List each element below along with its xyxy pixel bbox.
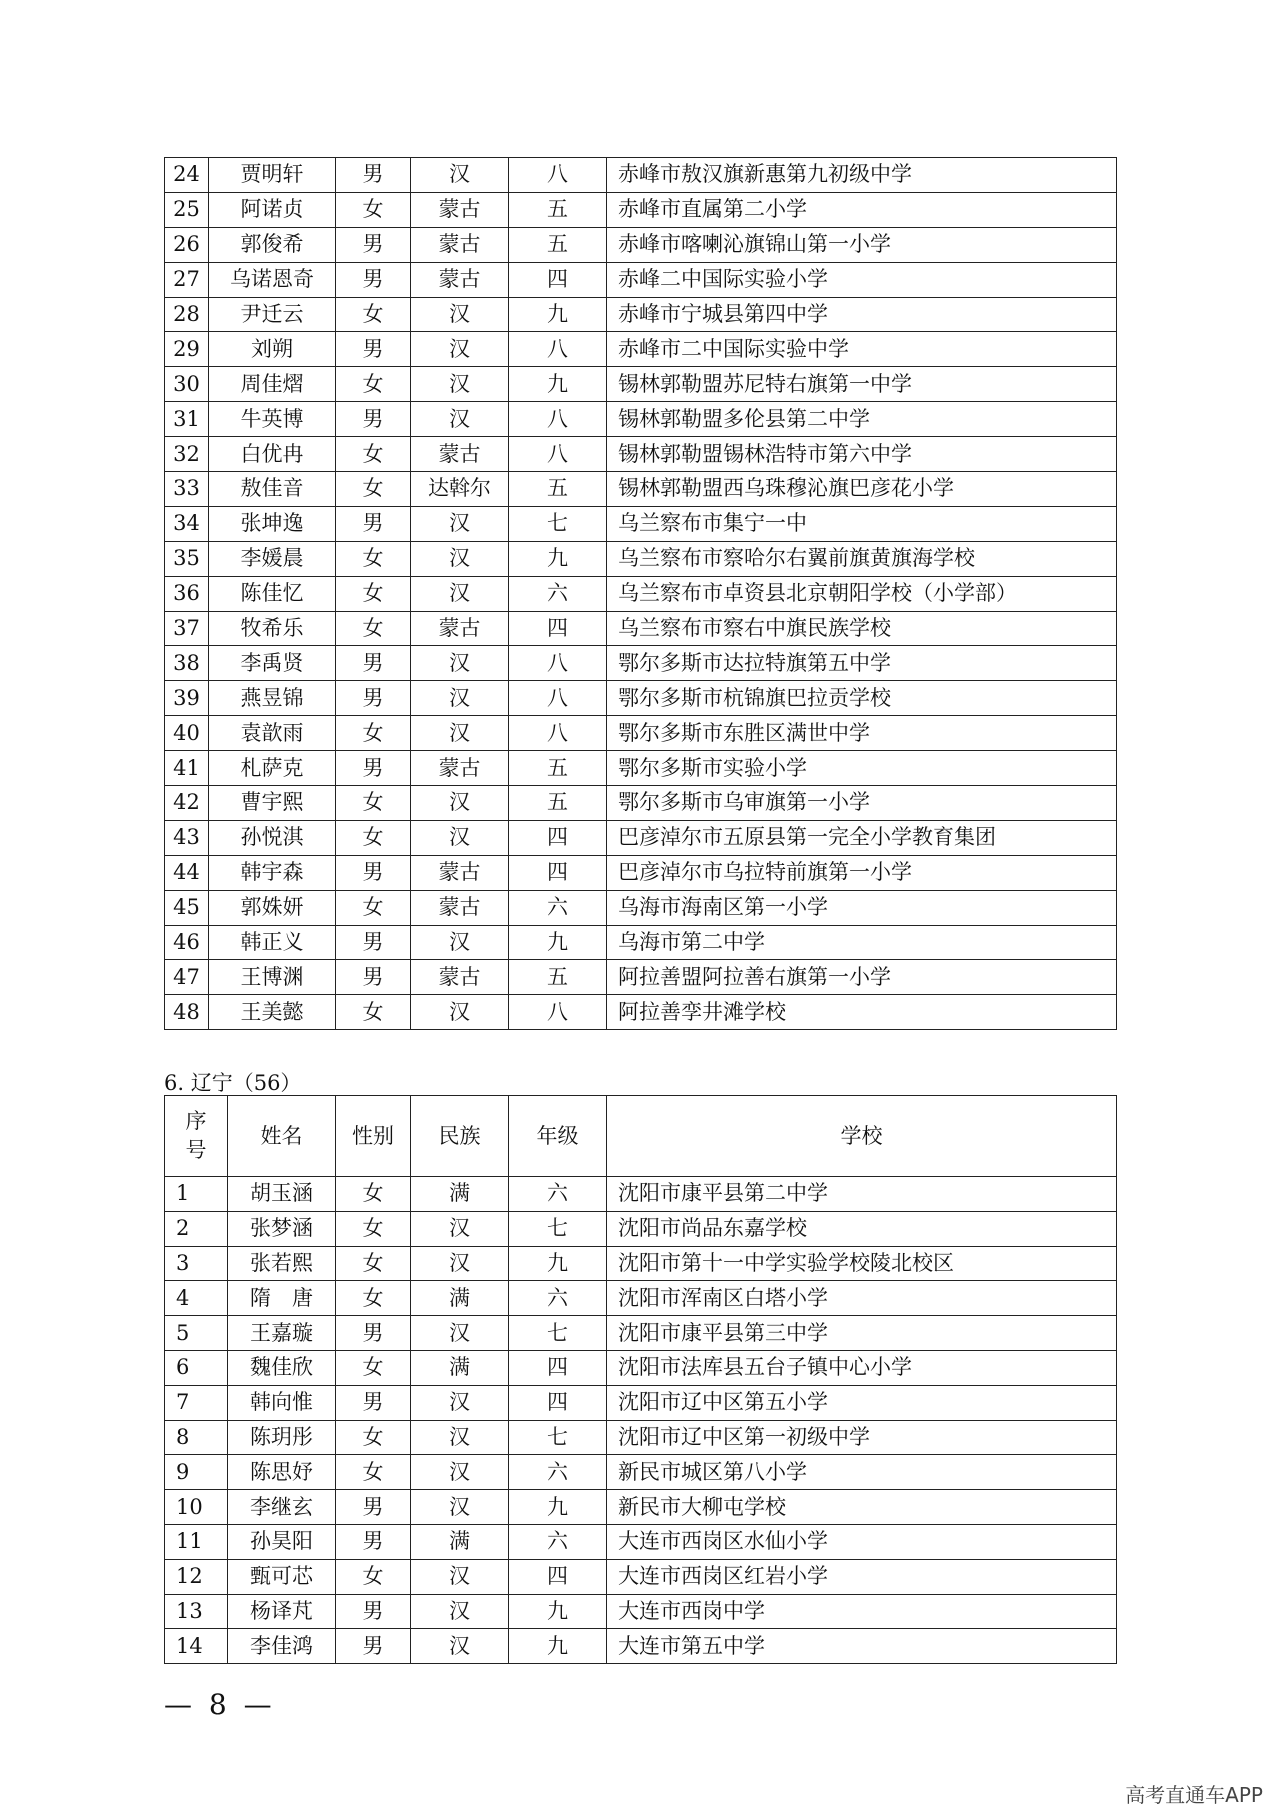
cell-ethnicity: 汉 xyxy=(411,1559,509,1594)
cell-grade: 四 xyxy=(509,1385,607,1420)
table-row xyxy=(165,1246,1117,1281)
cell-seq: 37 xyxy=(165,611,209,646)
cell-grade: 四 xyxy=(509,855,607,890)
cell-grade: 八 xyxy=(509,437,607,472)
cell-school: 鄂尔多斯市乌审旗第一小学 xyxy=(607,786,1117,821)
cell-name: 韩正义 xyxy=(209,925,336,960)
cell-name: 杨译芃 xyxy=(228,1594,336,1629)
cell-seq: 41 xyxy=(165,751,209,786)
table-row xyxy=(165,506,1117,541)
cell-seq: 36 xyxy=(165,576,209,611)
cell-gender: 女 xyxy=(336,1211,411,1246)
cell-seq: 32 xyxy=(165,437,209,472)
cell-grade: 五 xyxy=(509,472,607,507)
table-row xyxy=(165,1177,1117,1212)
cell-ethnicity: 汉 xyxy=(411,1594,509,1629)
cell-school: 乌海市第二中学 xyxy=(607,925,1117,960)
cell-school: 赤峰市宁城县第四中学 xyxy=(607,297,1117,332)
cell-ethnicity: 汉 xyxy=(411,681,509,716)
table-row xyxy=(165,437,1117,472)
cell-grade: 七 xyxy=(509,1420,607,1455)
cell-name: 札萨克 xyxy=(209,751,336,786)
cell-seq: 33 xyxy=(165,472,209,507)
cell-gender: 男 xyxy=(336,262,411,297)
cell-seq: 4 xyxy=(165,1281,228,1316)
cell-name: 尹迁云 xyxy=(209,297,336,332)
cell-ethnicity: 汉 xyxy=(411,541,509,576)
cell-grade: 五 xyxy=(509,751,607,786)
cell-ethnicity: 汉 xyxy=(411,1246,509,1281)
cell-grade: 九 xyxy=(509,925,607,960)
cell-name: 牛英博 xyxy=(209,402,336,437)
cell-school: 锡林郭勒盟苏尼特右旗第一中学 xyxy=(607,367,1117,402)
cell-school: 赤峰市喀喇沁旗锦山第一小学 xyxy=(607,227,1117,262)
cell-seq: 12 xyxy=(165,1559,228,1594)
table-row xyxy=(165,960,1117,995)
cell-school: 沈阳市康平县第二中学 xyxy=(607,1177,1117,1212)
cell-school: 沈阳市康平县第三中学 xyxy=(607,1316,1117,1351)
cell-name: 韩向惟 xyxy=(228,1385,336,1420)
table-row xyxy=(165,611,1117,646)
student-table-continued xyxy=(164,157,1117,1030)
cell-ethnicity: 汉 xyxy=(411,1490,509,1525)
cell-ethnicity: 汉 xyxy=(411,402,509,437)
cell-ethnicity: 满 xyxy=(411,1524,509,1559)
cell-seq: 40 xyxy=(165,716,209,751)
cell-grade: 七 xyxy=(509,506,607,541)
cell-gender: 男 xyxy=(336,1490,411,1525)
cell-school: 沈阳市浑南区白塔小学 xyxy=(607,1281,1117,1316)
cell-seq: 31 xyxy=(165,402,209,437)
cell-gender: 女 xyxy=(336,820,411,855)
cell-name: 韩宇森 xyxy=(209,855,336,890)
cell-gender: 女 xyxy=(336,367,411,402)
cell-grade: 九 xyxy=(509,1246,607,1281)
cell-name: 敖佳音 xyxy=(209,472,336,507)
cell-ethnicity: 蒙古 xyxy=(411,751,509,786)
cell-school: 新民市城区第八小学 xyxy=(607,1455,1117,1490)
table-row xyxy=(165,1455,1117,1490)
cell-ethnicity: 汉 xyxy=(411,576,509,611)
cell-grade: 六 xyxy=(509,1524,607,1559)
cell-ethnicity: 汉 xyxy=(411,1316,509,1351)
cell-gender: 女 xyxy=(336,1420,411,1455)
cell-name: 张坤逸 xyxy=(209,506,336,541)
cell-school: 阿拉善孪井滩学校 xyxy=(607,995,1117,1030)
cell-school: 赤峰市二中国际实验中学 xyxy=(607,332,1117,367)
page-number: — 8 — xyxy=(164,1688,276,1721)
table-row xyxy=(165,751,1117,786)
cell-grade: 四 xyxy=(509,820,607,855)
cell-name: 曹宇熙 xyxy=(209,786,336,821)
cell-gender: 女 xyxy=(336,611,411,646)
cell-seq: 10 xyxy=(165,1490,228,1525)
cell-grade: 五 xyxy=(509,786,607,821)
cell-grade: 四 xyxy=(509,611,607,646)
cell-school: 鄂尔多斯市实验小学 xyxy=(607,751,1117,786)
cell-ethnicity: 汉 xyxy=(411,925,509,960)
cell-grade: 八 xyxy=(509,681,607,716)
table-body xyxy=(165,1177,1117,1664)
cell-gender: 男 xyxy=(336,402,411,437)
cell-gender: 男 xyxy=(336,925,411,960)
cell-grade: 六 xyxy=(509,576,607,611)
cell-seq: 35 xyxy=(165,541,209,576)
cell-gender: 男 xyxy=(336,332,411,367)
cell-seq: 28 xyxy=(165,297,209,332)
header-grade: 年级 xyxy=(509,1096,607,1177)
cell-gender: 女 xyxy=(336,1455,411,1490)
cell-name: 李佳鸿 xyxy=(228,1629,336,1664)
table-row xyxy=(165,1490,1117,1525)
cell-name: 李禹贤 xyxy=(209,646,336,681)
cell-ethnicity: 满 xyxy=(411,1281,509,1316)
table-row xyxy=(165,227,1117,262)
cell-school: 阿拉善盟阿拉善右旗第一小学 xyxy=(607,960,1117,995)
cell-gender: 男 xyxy=(336,1316,411,1351)
cell-name: 隋 唐 xyxy=(228,1281,336,1316)
cell-gender: 女 xyxy=(336,297,411,332)
cell-gender: 男 xyxy=(336,681,411,716)
cell-school: 赤峰二中国际实验小学 xyxy=(607,262,1117,297)
cell-ethnicity: 汉 xyxy=(411,158,509,193)
cell-ethnicity: 满 xyxy=(411,1177,509,1212)
cell-seq: 27 xyxy=(165,262,209,297)
cell-ethnicity: 达斡尔 xyxy=(411,472,509,507)
cell-gender: 女 xyxy=(336,541,411,576)
cell-school: 大连市第五中学 xyxy=(607,1629,1117,1664)
cell-school: 锡林郭勒盟西乌珠穆沁旗巴彦花小学 xyxy=(607,472,1117,507)
header-seq-line2: 号 xyxy=(185,1138,207,1162)
table-row xyxy=(165,820,1117,855)
cell-ethnicity: 蒙古 xyxy=(411,960,509,995)
cell-school: 大连市西岗区水仙小学 xyxy=(607,1524,1117,1559)
cell-gender: 男 xyxy=(336,506,411,541)
cell-gender: 男 xyxy=(336,1524,411,1559)
cell-seq: 9 xyxy=(165,1455,228,1490)
cell-seq: 45 xyxy=(165,890,209,925)
table-row xyxy=(165,297,1117,332)
watermark: 高考直通车APP xyxy=(1125,1783,1263,1807)
cell-gender: 男 xyxy=(336,1629,411,1664)
table-row xyxy=(165,1316,1117,1351)
cell-ethnicity: 蒙古 xyxy=(411,890,509,925)
table-row xyxy=(165,646,1117,681)
table-row xyxy=(165,1350,1117,1385)
cell-gender: 男 xyxy=(336,1594,411,1629)
cell-ethnicity: 汉 xyxy=(411,1455,509,1490)
cell-gender: 女 xyxy=(336,786,411,821)
cell-school: 巴彦淖尔市乌拉特前旗第一小学 xyxy=(607,855,1117,890)
cell-name: 胡玉涵 xyxy=(228,1177,336,1212)
cell-ethnicity: 满 xyxy=(411,1350,509,1385)
table-row xyxy=(165,890,1117,925)
cell-grade: 八 xyxy=(509,332,607,367)
cell-name: 李继玄 xyxy=(228,1490,336,1525)
cell-gender: 女 xyxy=(336,890,411,925)
table-row xyxy=(165,1420,1117,1455)
table-header xyxy=(165,1096,1117,1177)
header-gender: 性别 xyxy=(336,1096,411,1177)
cell-grade: 四 xyxy=(509,262,607,297)
cell-gender: 男 xyxy=(336,751,411,786)
cell-ethnicity: 汉 xyxy=(411,1629,509,1664)
cell-ethnicity: 蒙古 xyxy=(411,611,509,646)
cell-grade: 七 xyxy=(509,1316,607,1351)
cell-seq: 25 xyxy=(165,192,209,227)
cell-ethnicity: 汉 xyxy=(411,646,509,681)
cell-gender: 女 xyxy=(336,716,411,751)
cell-name: 甄可芯 xyxy=(228,1559,336,1594)
table-row xyxy=(165,541,1117,576)
table-row xyxy=(165,925,1117,960)
cell-name: 郭姝妍 xyxy=(209,890,336,925)
cell-school: 沈阳市辽中区第五小学 xyxy=(607,1385,1117,1420)
cell-seq: 26 xyxy=(165,227,209,262)
cell-school: 鄂尔多斯市达拉特旗第五中学 xyxy=(607,646,1117,681)
cell-gender: 男 xyxy=(336,960,411,995)
student-table-liaoning xyxy=(164,1095,1117,1664)
table-row xyxy=(165,1281,1117,1316)
cell-grade: 六 xyxy=(509,1455,607,1490)
cell-school: 沈阳市辽中区第一初级中学 xyxy=(607,1420,1117,1455)
header-row xyxy=(165,1096,1117,1177)
cell-name: 魏佳欣 xyxy=(228,1350,336,1385)
cell-seq: 7 xyxy=(165,1385,228,1420)
cell-grade: 八 xyxy=(509,995,607,1030)
cell-name: 王博渊 xyxy=(209,960,336,995)
cell-seq: 30 xyxy=(165,367,209,402)
header-seq-line1: 序 xyxy=(185,1108,207,1133)
cell-ethnicity: 蒙古 xyxy=(411,437,509,472)
cell-school: 赤峰市敖汉旗新惠第九初级中学 xyxy=(607,158,1117,193)
cell-name: 孙悦淇 xyxy=(209,820,336,855)
table-row xyxy=(165,786,1117,821)
cell-gender: 女 xyxy=(336,472,411,507)
cell-grade: 九 xyxy=(509,541,607,576)
cell-gender: 男 xyxy=(336,158,411,193)
cell-name: 李媛晨 xyxy=(209,541,336,576)
cell-name: 陈佳忆 xyxy=(209,576,336,611)
cell-gender: 女 xyxy=(336,192,411,227)
cell-grade: 五 xyxy=(509,192,607,227)
table-row xyxy=(165,681,1117,716)
cell-seq: 6 xyxy=(165,1350,228,1385)
cell-seq: 1 xyxy=(165,1177,228,1212)
cell-seq: 14 xyxy=(165,1629,228,1664)
cell-seq: 11 xyxy=(165,1524,228,1559)
table-row xyxy=(165,192,1117,227)
cell-seq: 47 xyxy=(165,960,209,995)
cell-gender: 男 xyxy=(336,855,411,890)
cell-seq: 3 xyxy=(165,1246,228,1281)
table-row xyxy=(165,402,1117,437)
cell-grade: 六 xyxy=(509,1177,607,1212)
table-row xyxy=(165,367,1117,402)
table-row xyxy=(165,1524,1117,1559)
cell-name: 乌诺恩奇 xyxy=(209,262,336,297)
cell-school: 沈阳市法库县五台子镇中心小学 xyxy=(607,1350,1117,1385)
cell-gender: 女 xyxy=(336,1246,411,1281)
cell-ethnicity: 蒙古 xyxy=(411,855,509,890)
cell-name: 周佳熠 xyxy=(209,367,336,402)
cell-gender: 女 xyxy=(336,576,411,611)
table-body xyxy=(165,158,1117,1030)
cell-school: 大连市西岗区红岩小学 xyxy=(607,1559,1117,1594)
cell-gender: 女 xyxy=(336,437,411,472)
cell-seq: 42 xyxy=(165,786,209,821)
cell-name: 陈思妤 xyxy=(228,1455,336,1490)
cell-gender: 男 xyxy=(336,646,411,681)
cell-grade: 六 xyxy=(509,890,607,925)
table-row xyxy=(165,1211,1117,1246)
section-title: 6. 辽宁（56） xyxy=(164,1071,302,1095)
cell-seq: 24 xyxy=(165,158,209,193)
cell-seq: 34 xyxy=(165,506,209,541)
cell-grade: 八 xyxy=(509,158,607,193)
cell-school: 乌兰察布市察哈尔右翼前旗黄旗海学校 xyxy=(607,541,1117,576)
cell-ethnicity: 汉 xyxy=(411,1211,509,1246)
cell-seq: 39 xyxy=(165,681,209,716)
cell-ethnicity: 汉 xyxy=(411,786,509,821)
cell-ethnicity: 汉 xyxy=(411,332,509,367)
cell-grade: 九 xyxy=(509,1594,607,1629)
cell-seq: 46 xyxy=(165,925,209,960)
table-row xyxy=(165,576,1117,611)
cell-gender: 男 xyxy=(336,227,411,262)
cell-name: 郭俊希 xyxy=(209,227,336,262)
cell-name: 白优冉 xyxy=(209,437,336,472)
cell-grade: 九 xyxy=(509,367,607,402)
cell-name: 牧希乐 xyxy=(209,611,336,646)
cell-name: 王美懿 xyxy=(209,995,336,1030)
cell-school: 鄂尔多斯市东胜区满世中学 xyxy=(607,716,1117,751)
header-school: 学校 xyxy=(607,1096,1117,1177)
cell-ethnicity: 汉 xyxy=(411,716,509,751)
cell-school: 沈阳市第十一中学实验学校陵北校区 xyxy=(607,1246,1117,1281)
cell-grade: 五 xyxy=(509,227,607,262)
cell-name: 陈玥彤 xyxy=(228,1420,336,1455)
cell-grade: 八 xyxy=(509,716,607,751)
cell-school: 大连市西岗中学 xyxy=(607,1594,1117,1629)
cell-name: 张梦涵 xyxy=(228,1211,336,1246)
cell-gender: 女 xyxy=(336,995,411,1030)
cell-school: 赤峰市直属第二小学 xyxy=(607,192,1117,227)
cell-grade: 九 xyxy=(509,297,607,332)
cell-seq: 48 xyxy=(165,995,209,1030)
cell-school: 巴彦淖尔市五原县第一完全小学教育集团 xyxy=(607,820,1117,855)
cell-ethnicity: 汉 xyxy=(411,506,509,541)
table-row xyxy=(165,472,1117,507)
table-row xyxy=(165,1629,1117,1664)
cell-grade: 九 xyxy=(509,1629,607,1664)
header-seq xyxy=(165,1096,228,1177)
cell-ethnicity: 汉 xyxy=(411,1420,509,1455)
cell-school: 锡林郭勒盟多伦县第二中学 xyxy=(607,402,1117,437)
table-row xyxy=(165,158,1117,193)
cell-school: 乌兰察布市卓资县北京朝阳学校（小学部） xyxy=(607,576,1117,611)
cell-school: 新民市大柳屯学校 xyxy=(607,1490,1117,1525)
header-ethnicity: 民族 xyxy=(411,1096,509,1177)
cell-name: 燕昱锦 xyxy=(209,681,336,716)
cell-seq: 2 xyxy=(165,1211,228,1246)
cell-gender: 女 xyxy=(336,1559,411,1594)
cell-name: 张若熙 xyxy=(228,1246,336,1281)
cell-school: 乌兰察布市察右中旗民族学校 xyxy=(607,611,1117,646)
cell-gender: 女 xyxy=(336,1350,411,1385)
cell-seq: 13 xyxy=(165,1594,228,1629)
cell-name: 贾明轩 xyxy=(209,158,336,193)
cell-seq: 38 xyxy=(165,646,209,681)
cell-gender: 女 xyxy=(336,1281,411,1316)
cell-ethnicity: 蒙古 xyxy=(411,262,509,297)
cell-seq: 44 xyxy=(165,855,209,890)
cell-seq: 29 xyxy=(165,332,209,367)
cell-ethnicity: 汉 xyxy=(411,820,509,855)
cell-grade: 四 xyxy=(509,1559,607,1594)
cell-school: 乌海市海南区第一小学 xyxy=(607,890,1117,925)
cell-ethnicity: 蒙古 xyxy=(411,192,509,227)
cell-school: 乌兰察布市集宁一中 xyxy=(607,506,1117,541)
cell-seq: 8 xyxy=(165,1420,228,1455)
table-row xyxy=(165,855,1117,890)
cell-ethnicity: 汉 xyxy=(411,367,509,402)
table-row xyxy=(165,716,1117,751)
cell-name: 阿诺贞 xyxy=(209,192,336,227)
cell-name: 孙昊阳 xyxy=(228,1524,336,1559)
cell-school: 锡林郭勒盟锡林浩特市第六中学 xyxy=(607,437,1117,472)
cell-school: 沈阳市尚品东嘉学校 xyxy=(607,1211,1117,1246)
cell-seq: 5 xyxy=(165,1316,228,1351)
cell-grade: 四 xyxy=(509,1350,607,1385)
cell-grade: 八 xyxy=(509,646,607,681)
cell-name: 袁歆雨 xyxy=(209,716,336,751)
table-row xyxy=(165,1559,1117,1594)
table-row xyxy=(165,1385,1117,1420)
cell-grade: 五 xyxy=(509,960,607,995)
cell-school: 鄂尔多斯市杭锦旗巴拉贡学校 xyxy=(607,681,1117,716)
cell-grade: 六 xyxy=(509,1281,607,1316)
cell-ethnicity: 汉 xyxy=(411,297,509,332)
cell-ethnicity: 汉 xyxy=(411,1385,509,1420)
header-name: 姓名 xyxy=(228,1096,336,1177)
cell-seq: 43 xyxy=(165,820,209,855)
cell-gender: 男 xyxy=(336,1385,411,1420)
cell-ethnicity: 蒙古 xyxy=(411,227,509,262)
cell-gender: 女 xyxy=(336,1177,411,1212)
table-row xyxy=(165,262,1117,297)
cell-name: 刘朔 xyxy=(209,332,336,367)
cell-name: 王嘉璇 xyxy=(228,1316,336,1351)
table-row xyxy=(165,1594,1117,1629)
cell-grade: 八 xyxy=(509,402,607,437)
table-row xyxy=(165,995,1117,1030)
cell-grade: 七 xyxy=(509,1211,607,1246)
cell-grade: 九 xyxy=(509,1490,607,1525)
table-row xyxy=(165,332,1117,367)
cell-ethnicity: 汉 xyxy=(411,995,509,1030)
